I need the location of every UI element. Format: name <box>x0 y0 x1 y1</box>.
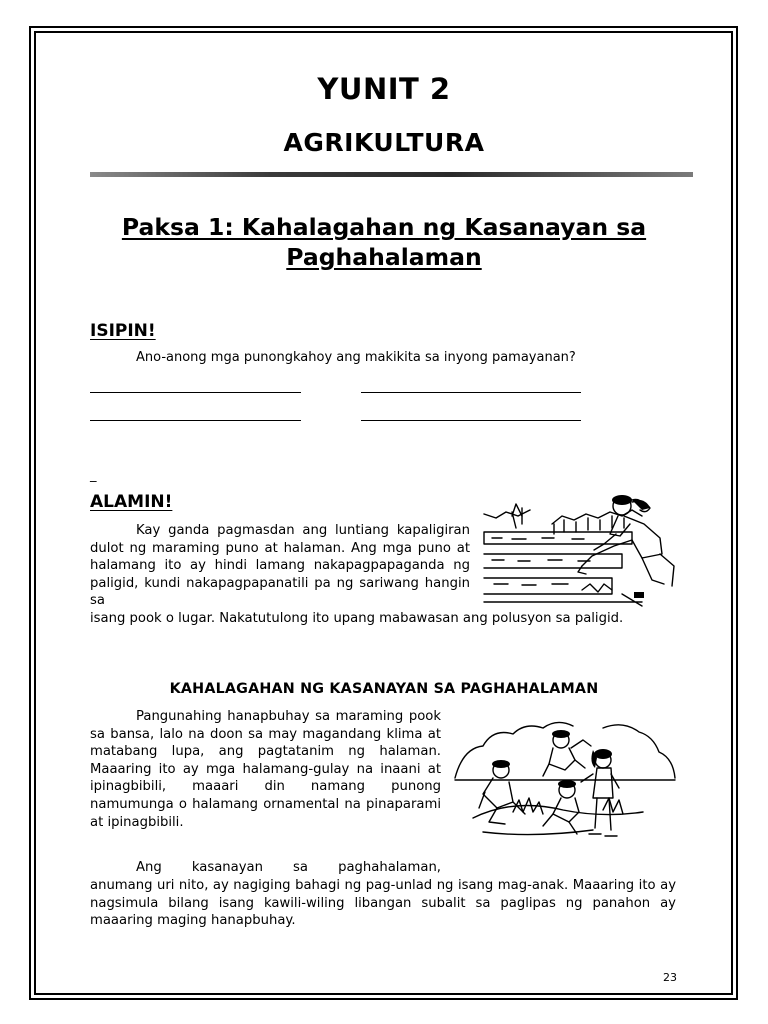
kahalagahan-paragraph2-tail: anumang uri nito, ay nagiging bahagi ng pag-unlad ng isang mag-anak. Maaaring ito ay nagsimula bilang isang kawili-wiling libangan subalit sa paglipas ng panahon ay maaaring maging hanapbuhay. <box>90 878 676 929</box>
unit-subtitle: AGRIKULTURA <box>283 128 485 157</box>
topic-title-line1: Paksa 1: Kahalagahan ng Kasanayan sa <box>121 213 647 241</box>
title-divider <box>90 172 693 177</box>
children-planting-illustration <box>453 718 677 848</box>
answer-blank[interactable] <box>90 420 301 421</box>
isipin-question: Ano-anong mga punongkahoy ang makikita sa inyong pamayanan? <box>136 350 576 365</box>
unit-title: YUNIT 2 <box>317 72 451 106</box>
kahalagahan-heading: KAHALAGAHAN NG KASANAYAN SA PAGHAHALAMAN <box>169 681 599 697</box>
kahalagahan-paragraph2-head: Ang kasanayan sa paghahalaman, <box>136 860 441 875</box>
answer-blank[interactable] <box>90 392 301 393</box>
alamin-paragraph-tail: isang pook o lugar. Nakatutulong ito upang mabawasan ang polusyon sa paligid. <box>90 611 624 626</box>
kahalagahan-paragraph1: Pangunahing hanapbuhay sa maraming pook sa bansa, lalo na doon sa may magandang klima at matabang lupa, ang pagtatanim ng halaman. Maaaring ito ay mga halamang-gulay na inaani at ipinagbibili, maaari din namang punong namumunga o halamang ornamental na pinaparami at ipinagbibili. <box>90 709 441 830</box>
topic-title <box>70 212 698 272</box>
answer-blank[interactable] <box>361 420 581 421</box>
isipin-heading: ISIPIN! <box>90 321 156 341</box>
alamin-heading: ALAMIN! <box>90 492 173 512</box>
girl-tending-garden-plot-illustration <box>482 494 677 610</box>
stray-mark: _ <box>90 468 97 483</box>
answer-blank[interactable] <box>361 392 581 393</box>
alamin-paragraph: Kay ganda pagmasdan ang luntiang kapaligiran dulot ng maraming puno at halaman. Ang mga puno at halamang ito ay hindi lamang nakapagpapaganda ng paligid, kundi nakapagpapanatili pa ng sariwang hangin sa <box>90 523 470 609</box>
topic-title-line2: Paghahalaman <box>286 243 482 271</box>
page-number: 23 <box>663 971 677 984</box>
